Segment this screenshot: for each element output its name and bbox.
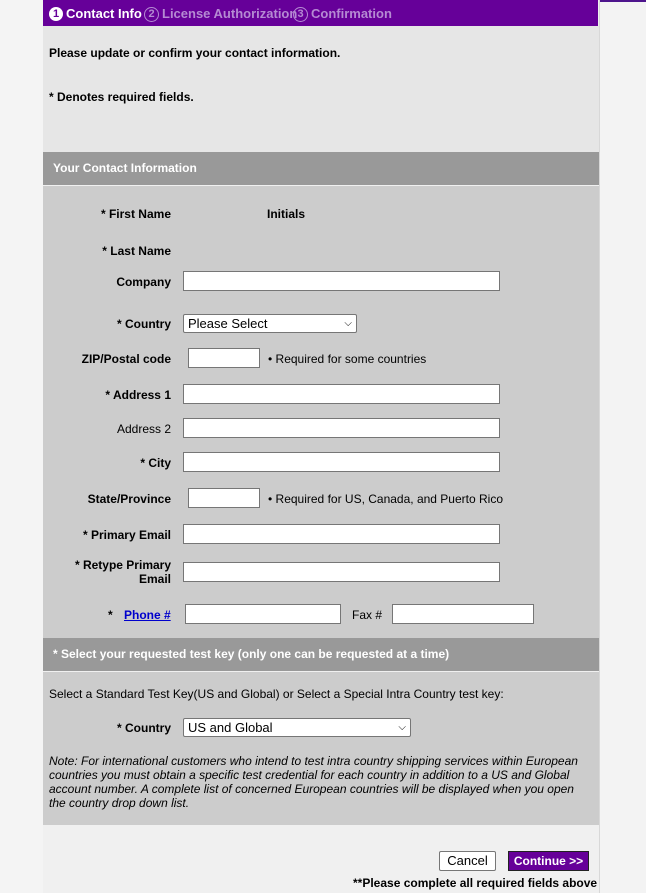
retype-email-input[interactable] (183, 562, 500, 582)
test-key-country-select[interactable] (183, 718, 411, 737)
test-key-instruction: Select a Standard Test Key(US and Global) or Select a Special Intra Country test key: (49, 687, 504, 701)
initials-label: Initials (267, 207, 306, 221)
address1-input[interactable] (183, 384, 500, 404)
country-select-value: Please Select (188, 316, 268, 331)
step-license-authorization (144, 5, 297, 23)
address2-input[interactable] (183, 418, 500, 438)
required-fields-footer: **Please complete all required fields above (353, 876, 598, 890)
continue-button[interactable]: Continue >> (508, 851, 589, 871)
phone-required-star: * (108, 608, 113, 622)
country-label: * Country (117, 317, 171, 331)
progress-steps (43, 0, 598, 26)
retype-email-label (50, 558, 171, 586)
phone-link[interactable]: Phone # (124, 608, 171, 622)
intro-text: Please update or confirm your contact information. (49, 46, 341, 60)
test-key-country-value: US and Global (188, 720, 273, 735)
step-number-icon: 2 (144, 7, 159, 22)
test-key-note: Note: For international customers who intend to test intra country shipping services within European countries you must obtain a specific test credential for each country in addition to a US and Global account number. A complete list of concerned European countries will be displayed when you open the country drop down list. (49, 754, 578, 810)
fax-label: Fax # (352, 608, 383, 622)
step-contact-info (49, 5, 142, 23)
step-confirmation (293, 5, 392, 23)
state-input[interactable] (188, 488, 260, 508)
test-key-section-heading: * Select your requested test key (only one can be requested at a time) (43, 638, 599, 671)
chevron-down-icon: ⌵ (344, 318, 352, 329)
zip-note: • Required for some countries (268, 352, 427, 366)
intro-panel (43, 26, 599, 152)
state-label: State/Province (87, 492, 171, 506)
retype-email-label-line1: * Retype Primary (74, 558, 171, 572)
phone-label[interactable] (124, 608, 171, 622)
zip-label: ZIP/Postal code (81, 352, 171, 366)
company-input[interactable] (183, 271, 500, 291)
contact-section-heading: Your Contact Information (43, 152, 599, 185)
left-margin (0, 0, 43, 893)
step-label: Confirmation (311, 6, 392, 21)
retype-email-label-line2: Email (138, 572, 171, 586)
address2-label: Address 2 (116, 422, 171, 436)
primary-email-input[interactable] (183, 524, 500, 544)
step-label: Contact Info (66, 6, 142, 21)
cancel-button[interactable]: Cancel (439, 851, 496, 871)
zip-input[interactable] (188, 348, 260, 368)
state-note: • Required for US, Canada, and Puerto Rico (268, 492, 503, 506)
step-number-icon: 1 (49, 7, 63, 21)
company-label: Company (116, 275, 171, 289)
right-margin (599, 0, 646, 893)
test-key-country-label: * Country (117, 721, 171, 735)
city-label: * City (140, 456, 171, 470)
required-note: * Denotes required fields. (49, 90, 194, 104)
first-name-label: * First Name (100, 207, 171, 221)
address1-label: * Address 1 (105, 388, 171, 402)
step-label: License Authorization (162, 6, 298, 21)
step-number-icon: 3 (293, 7, 308, 22)
phone-input[interactable] (185, 604, 341, 624)
country-select[interactable] (183, 314, 357, 333)
last-name-label: * Last Name (102, 244, 171, 258)
primary-email-label: * Primary Email (82, 528, 171, 542)
fax-input[interactable] (392, 604, 534, 624)
city-input[interactable] (183, 452, 500, 472)
chevron-down-icon: ⌵ (398, 722, 406, 733)
